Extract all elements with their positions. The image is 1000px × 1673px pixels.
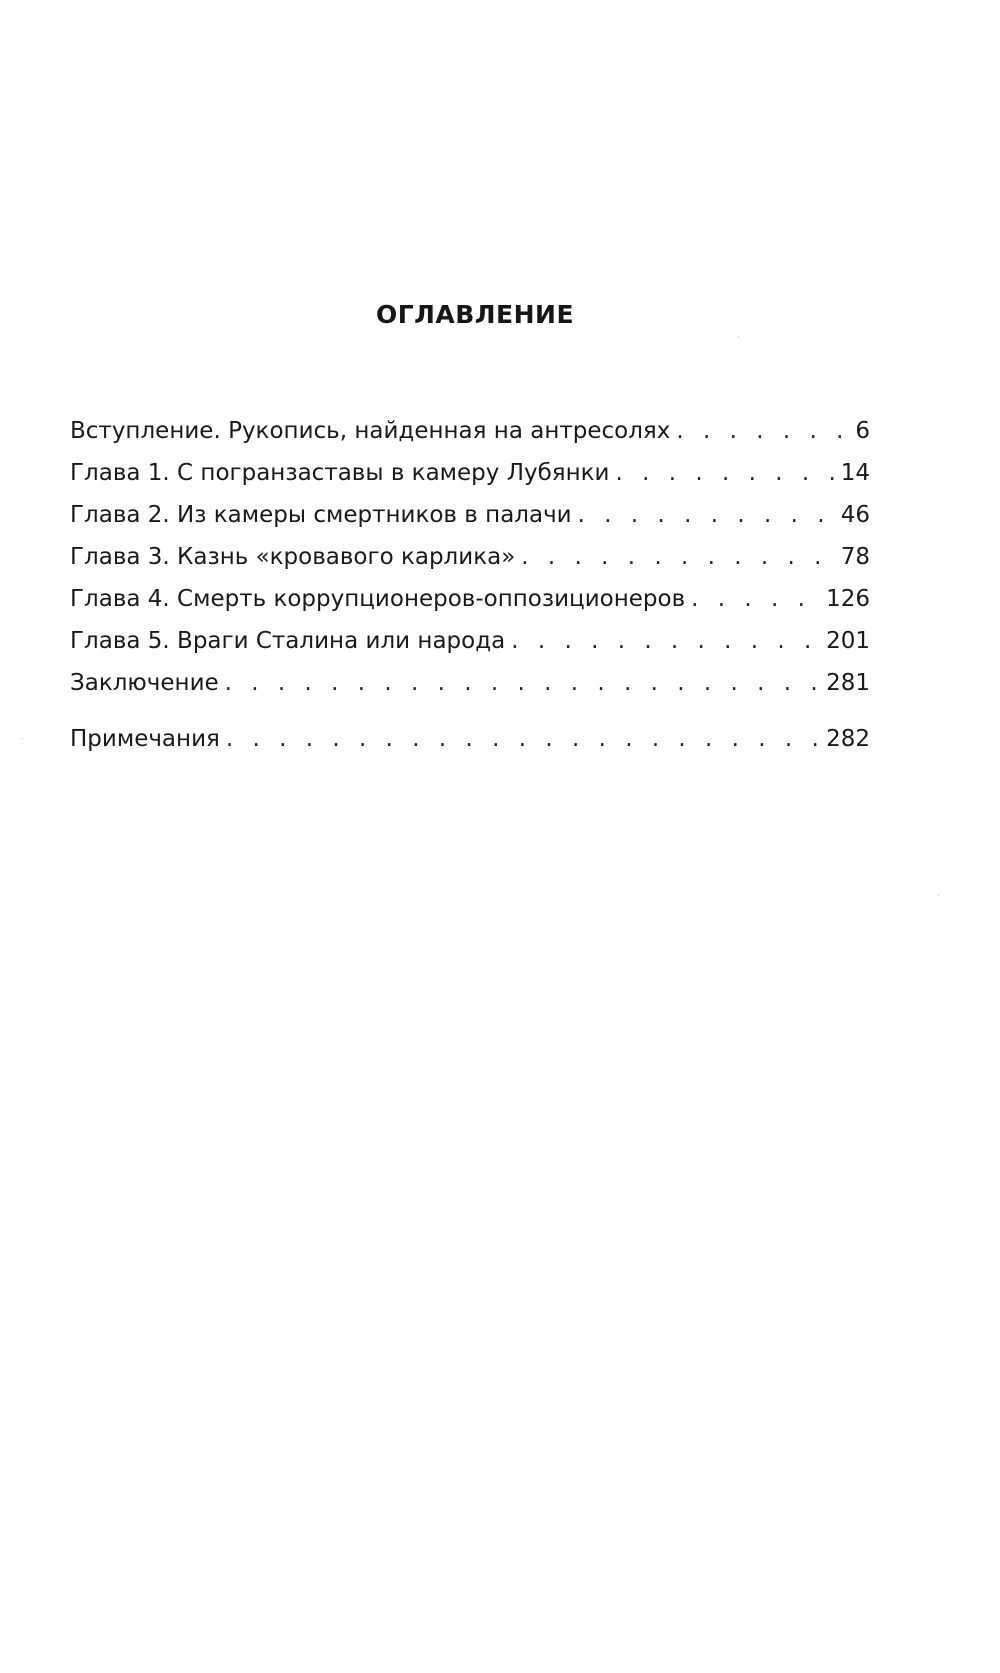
dot-leader <box>578 494 835 536</box>
toc-entry-title: Примечания <box>70 726 220 752</box>
toc-entry-chapter-1 <box>70 452 870 494</box>
toc-entry-title: Глава 5. Враги Сталина или народа <box>70 628 506 654</box>
dot-leader <box>616 452 835 494</box>
toc-entry-title: Глава 3. Казнь «кровавого карлика» <box>70 544 516 570</box>
toc-list <box>70 410 870 760</box>
toc-entry-page: 46 <box>840 502 870 528</box>
toc-entry-title: Заключение <box>70 670 219 696</box>
scan-speck <box>938 895 939 896</box>
toc-heading: ОГЛАВЛЕНИЕ <box>375 300 575 329</box>
toc-entry-page: 281 <box>826 670 870 696</box>
toc-entry-title: Глава 2. Из камеры смертников в палачи <box>70 502 572 528</box>
dot-leader <box>225 662 820 704</box>
dot-leader <box>521 536 834 578</box>
scan-speck <box>22 738 23 739</box>
scan-speck <box>738 336 739 337</box>
toc-entry-chapter-2 <box>70 494 870 536</box>
toc-entry-notes <box>70 718 870 760</box>
toc-entry-chapter-5 <box>70 620 870 662</box>
dot-leader <box>676 410 849 452</box>
toc-entry-page: 126 <box>826 586 870 612</box>
toc-entry-page: 78 <box>840 544 870 570</box>
toc-entry-title: Глава 4. Смерть коррупционеров-оппозиционеров <box>70 586 686 612</box>
toc-entry-conclusion <box>70 662 870 704</box>
toc-entry-title: Глава 1. С погранзаставы в камеру Лубянки <box>70 460 610 486</box>
toc-entry-title: Вступление. Рукопись, найденная на антресолях <box>70 418 671 444</box>
toc-entry-chapter-4 <box>70 578 870 620</box>
toc-entry-chapter-3 <box>70 536 870 578</box>
toc-entry-page: 14 <box>840 460 870 486</box>
toc-entry-page: 282 <box>826 726 870 752</box>
toc-entry-page: 201 <box>826 628 870 654</box>
dot-leader <box>226 718 820 760</box>
dot-leader <box>511 620 820 662</box>
dot-leader <box>691 578 820 620</box>
toc-entry-introduction <box>70 410 870 452</box>
toc-entry-page: 6 <box>855 418 870 444</box>
